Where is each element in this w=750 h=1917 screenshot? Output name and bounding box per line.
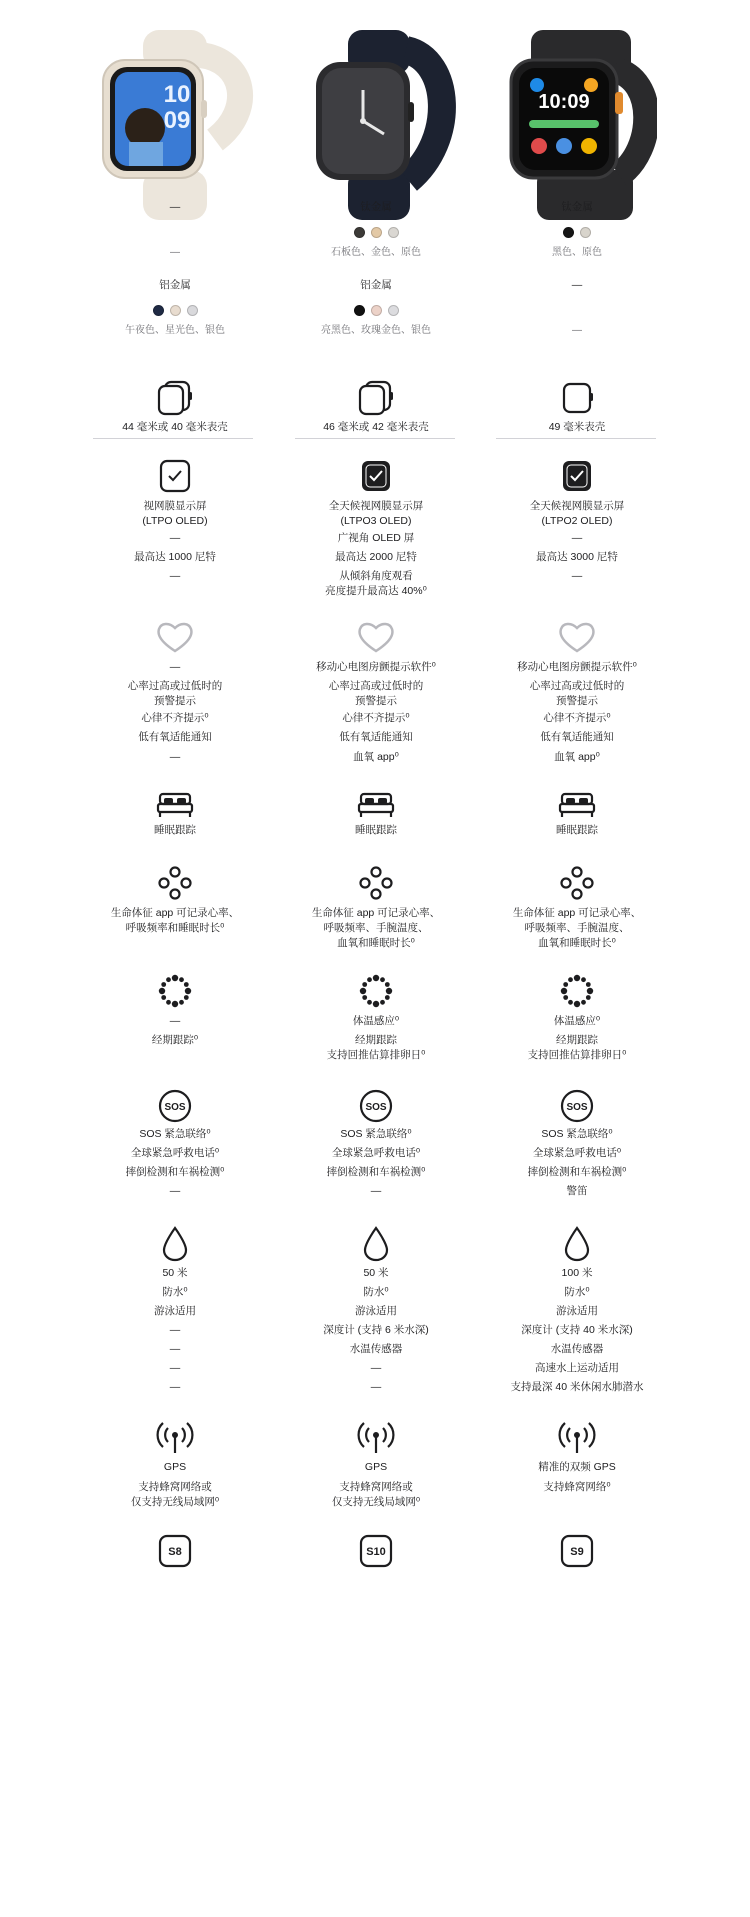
watch-image [95, 30, 255, 220]
ecg: 移动心电图房颤提示软件⁰ [517, 661, 637, 673]
divider [93, 438, 253, 439]
aluminum-color-names: — [572, 325, 582, 336]
vitals-icon [145, 865, 205, 901]
international-sos: 全球紧急呼救电话⁰ [130, 1147, 220, 1159]
case-size-icon [547, 380, 607, 416]
color-swatch[interactable] [563, 227, 574, 238]
chip-label: S10 [366, 1546, 386, 1558]
water-depth: 50 米 [162, 1267, 188, 1279]
temperature-sensing: — [169, 1015, 181, 1027]
antenna-icon [346, 1420, 406, 1456]
water-depth: 100 米 [561, 1267, 593, 1279]
brightness: 最高达 3000 尼特 [536, 551, 618, 563]
sleep-tracking: 睡眠跟踪 [154, 824, 196, 836]
svg-text:SOS: SOS [164, 1102, 186, 1113]
sos-icon [346, 1088, 406, 1124]
bed-icon [145, 790, 205, 820]
water-depth: 50 米 [363, 1267, 389, 1279]
cycle-tracking: 经期跟踪 支持回推估算排卵日⁰ [527, 1034, 627, 1061]
water-resistant: 防水⁰ [162, 1286, 188, 1298]
color-swatch[interactable] [388, 227, 399, 238]
display-icon [145, 458, 205, 494]
titanium-swatches [291, 227, 461, 238]
color-swatch[interactable] [580, 227, 591, 238]
water-resistant: 防水⁰ [363, 1286, 389, 1298]
blood-oxygen: 血氧 app⁰ [554, 751, 600, 763]
svg-text:SOS: SOS [365, 1102, 387, 1113]
svg-text:10: 10 [163, 81, 191, 108]
temperature-sensing: 体温感应⁰ [352, 1015, 400, 1027]
divider [295, 438, 455, 439]
swim-proof: 游泳适用 [556, 1305, 598, 1317]
svg-text:09: 09 [163, 107, 191, 134]
case-size-icon [145, 380, 205, 416]
bed-icon [346, 790, 406, 820]
titanium-label: 钛金属 [360, 201, 392, 213]
cycle-icon [145, 973, 205, 1009]
recreational-diving: — [370, 1381, 382, 1393]
display-icon [547, 458, 607, 494]
case-size: 44 毫米或 40 毫米表壳 [122, 421, 228, 433]
water-drop-icon [346, 1225, 406, 1263]
low-cardio: 低有氧适能通知 [138, 731, 212, 743]
irregular-rhythm: 心律不齐提示⁰ [141, 712, 209, 724]
heart-icon [145, 620, 205, 654]
depth-gauge: 深度计 (支持 6 米水深) [323, 1324, 429, 1336]
brightness: 最高达 2000 尼特 [335, 551, 417, 563]
divider [496, 438, 656, 439]
watch-image [296, 30, 456, 220]
emergency-sos: SOS 紧急联络⁰ [139, 1128, 211, 1140]
emergency-sos: SOS 紧急联络⁰ [541, 1128, 613, 1140]
color-swatch[interactable] [187, 305, 198, 316]
irregular-rhythm: 心律不齐提示⁰ [543, 712, 611, 724]
sleep-tracking: 睡眠跟踪 [355, 824, 397, 836]
international-sos: 全球紧急呼救电话⁰ [331, 1147, 421, 1159]
chip-icon [346, 1533, 406, 1569]
water-temp-sensor: — [169, 1343, 181, 1355]
low-cardio: 低有氧适能通知 [540, 731, 614, 743]
titanium-color-names: 石板色、金色、原色 [331, 247, 421, 258]
cellular: 支持蜂窝网络⁰ [543, 1481, 611, 1493]
angle-brightness: — [571, 570, 583, 582]
titanium-label: 钛金属 [561, 201, 593, 213]
heart-icon [346, 620, 406, 654]
svg-text:SOS: SOS [566, 1102, 588, 1113]
brightness: 最高达 1000 尼特 [134, 551, 216, 563]
low-cardio: 低有氧适能通知 [339, 731, 413, 743]
color-swatch[interactable] [354, 227, 365, 238]
crash-detection: 摔倒检测和车祸检测⁰ [527, 1166, 627, 1178]
aluminum-color-names: 亮黑色、玫瑰金色、银色 [321, 325, 431, 336]
gps: 精准的双频 GPS [538, 1461, 616, 1473]
water-drop-icon [145, 1225, 205, 1263]
color-swatch[interactable] [388, 305, 399, 316]
cycle-icon [547, 973, 607, 1009]
color-swatch[interactable] [371, 305, 382, 316]
heart-rate-notify: 心率过高或过低时的 预警提示 [127, 680, 223, 707]
high-speed-water-sports: — [169, 1362, 181, 1374]
color-swatch[interactable] [170, 305, 181, 316]
display-type: 视网膜显示屏 (LTPO OLED) [142, 500, 208, 527]
cycle-tracking: 经期跟踪 支持回推估算排卵日⁰ [326, 1034, 426, 1061]
sleep-tracking: 睡眠跟踪 [556, 824, 598, 836]
antenna-icon [145, 1420, 205, 1456]
watch-image [497, 30, 657, 220]
water-temp-sensor: 水温传感器 [349, 1343, 403, 1355]
case-size: 49 毫米表壳 [548, 421, 606, 433]
chip-icon [547, 1533, 607, 1569]
chip-label: S8 [168, 1546, 182, 1558]
aluminum-swatches [291, 305, 461, 316]
display-type: 全天候视网膜显示屏 (LTPO3 OLED) [328, 500, 424, 527]
chip-label: S9 [570, 1546, 584, 1558]
vitals-icon [346, 865, 406, 901]
titanium-label: — [169, 201, 181, 213]
cellular: 支持蜂窝网络或 仅支持无线局域网⁰ [130, 1481, 220, 1508]
vitals-icon [547, 865, 607, 901]
aluminum-label: 铝金属 [360, 279, 392, 291]
display-type: 全天候视网膜显示屏 (LTPO2 OLED) [529, 500, 625, 527]
siren: — [370, 1185, 382, 1197]
cellular: 支持蜂窝网络或 仅支持无线局域网⁰ [331, 1481, 421, 1508]
heart-icon [547, 620, 607, 654]
ecg: 移动心电图房颤提示软件⁰ [316, 661, 436, 673]
antenna-icon [547, 1420, 607, 1456]
swim-proof: 游泳适用 [154, 1305, 196, 1317]
vitals-app: 生命体征 app 可记录心率、 呼吸频率、手腕温度、 血氧和睡眠时长⁰ [311, 907, 441, 949]
display-icon [346, 458, 406, 494]
vitals-app: 生命体征 app 可记录心率、 呼吸频率、手腕温度、 血氧和睡眠时长⁰ [512, 907, 642, 949]
angle-brightness: 从倾斜角度观看 亮度提升最高达 40%⁰ [325, 570, 427, 597]
high-speed-water-sports: — [370, 1362, 382, 1374]
bed-icon [547, 790, 607, 820]
wide-angle: — [571, 532, 583, 544]
sos-icon [547, 1088, 607, 1124]
depth-gauge: — [169, 1324, 181, 1336]
crash-detection: 摔倒检测和车祸检测⁰ [125, 1166, 225, 1178]
angle-brightness: — [169, 570, 181, 582]
color-swatch[interactable] [371, 227, 382, 238]
international-sos: 全球紧急呼救电话⁰ [532, 1147, 622, 1159]
water-resistant: 防水⁰ [564, 1286, 590, 1298]
color-swatch[interactable] [153, 305, 164, 316]
titanium-color-names: — [170, 247, 180, 258]
sos-icon [145, 1088, 205, 1124]
gps: GPS [364, 1461, 388, 1473]
vitals-app: 生命体征 app 可记录心率、 呼吸频率和睡眠时长⁰ [110, 907, 240, 934]
aluminum-swatches [90, 305, 260, 316]
gps: GPS [163, 1461, 187, 1473]
wide-angle: — [169, 532, 181, 544]
siren: — [169, 1185, 181, 1197]
cycle-tracking: 经期跟踪⁰ [151, 1034, 199, 1046]
high-speed-water-sports: 高速水上运动适用 [535, 1362, 619, 1374]
aluminum-label: — [571, 279, 583, 291]
heart-rate-notify: 心率过高或过低时的 预警提示 [529, 680, 625, 707]
blood-oxygen: 血氧 app⁰ [353, 751, 399, 763]
siren: 警笛 [566, 1185, 588, 1197]
ecg: — [169, 661, 181, 673]
recreational-diving: — [169, 1381, 181, 1393]
water-drop-icon [547, 1225, 607, 1263]
titanium-color-names: 黑色、原色 [552, 247, 602, 258]
case-size: 46 毫米或 42 毫米表壳 [323, 421, 429, 433]
swim-proof: 游泳适用 [355, 1305, 397, 1317]
case-size-icon [346, 380, 406, 416]
depth-gauge: 深度计 (支持 40 米水深) [521, 1324, 633, 1336]
irregular-rhythm: 心律不齐提示⁰ [342, 712, 410, 724]
crash-detection: 摔倒检测和车祸检测⁰ [326, 1166, 426, 1178]
aluminum-color-names: 午夜色、星光色、银色 [125, 325, 225, 336]
svg-text:10:09: 10:09 [538, 91, 590, 113]
wide-angle: 广视角 OLED 屏 [337, 532, 415, 544]
water-temp-sensor: 水温传感器 [550, 1343, 604, 1355]
cycle-icon [346, 973, 406, 1009]
aluminum-label: 铝金属 [159, 279, 191, 291]
temperature-sensing: 体温感应⁰ [553, 1015, 601, 1027]
color-swatch[interactable] [354, 305, 365, 316]
blood-oxygen: — [169, 751, 181, 763]
chip-icon [145, 1533, 205, 1569]
emergency-sos: SOS 紧急联络⁰ [340, 1128, 412, 1140]
heart-rate-notify: 心率过高或过低时的 预警提示 [328, 680, 424, 707]
recreational-diving: 支持最深 40 米休闲水肺潜水 [510, 1381, 644, 1393]
titanium-swatches [492, 227, 662, 238]
